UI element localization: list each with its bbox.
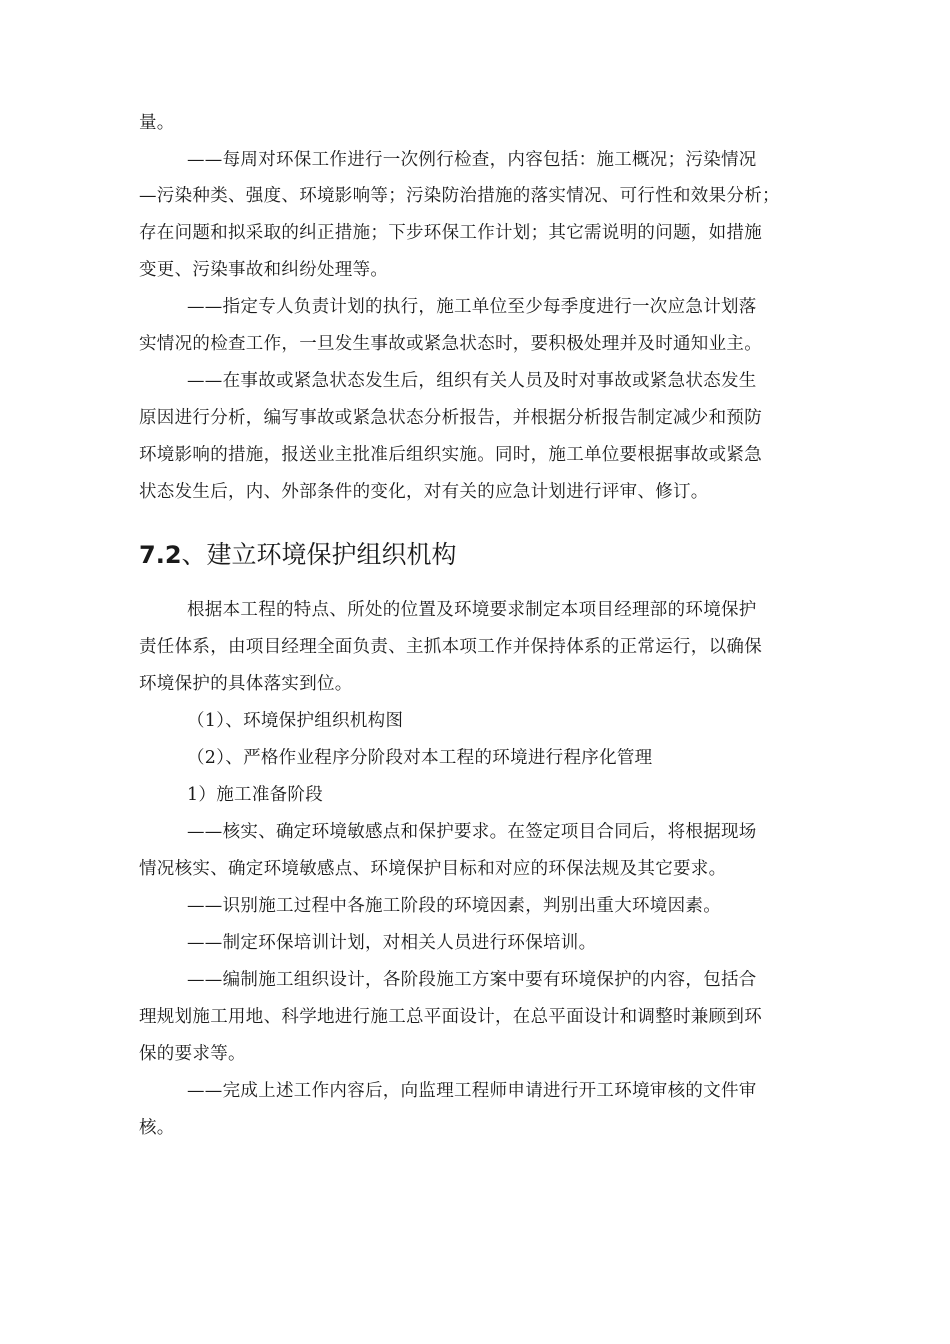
paragraph-line: 理规划施工用地、科学地进行施工总平面设计，在总平面设计和调整时兼顾到环 (139, 1007, 762, 1027)
section-title: 、建立环境保护组织机构 (181, 540, 457, 569)
paragraph-line: ——核实、确定环境敏感点和保护要求。在签定项目合同后，将根据现场 (187, 822, 757, 842)
paragraph-line: ——完成上述工作内容后，向监理工程师申请进行开工环境审核的文件审 (187, 1081, 757, 1101)
list-item-heading: （2）、严格作业程序分阶段对本工程的环境进行程序化管理 (187, 748, 653, 768)
sub-item-heading: 1）施工准备阶段 (187, 785, 324, 805)
paragraph-line: ——识别施工过程中各施工阶段的环境因素，判别出重大环境因素。 (187, 896, 721, 916)
paragraph-line: ——在事故或紧急状态发生后，组织有关人员及时对事故或紧急状态发生 (187, 371, 757, 391)
paragraph-line: —污染种类、强度、环境影响等；污染防治措施的落实情况、可行性和效果分析； (139, 186, 780, 206)
paragraph-line: ——制定环保培训计划，对相关人员进行环保培训。 (187, 933, 597, 953)
paragraph-line: 状态发生后，内、外部条件的变化，对有关的应急计划进行评审、修订。 (139, 482, 709, 502)
paragraph-line: ——编制施工组织设计，各阶段施工方案中要有环境保护的内容，包括合 (187, 970, 757, 990)
paragraph-line: 环境保护的具体落实到位。 (139, 674, 353, 694)
paragraph-line: 保的要求等。 (139, 1044, 246, 1064)
paragraph-line: 环境影响的措施，报送业主批准后组织实施。同时，施工单位要根据事故或紧急 (139, 445, 762, 465)
paragraph-line: 情况核实、确定环境敏感点、环境保护目标和对应的环保法规及其它要求。 (139, 859, 727, 879)
paragraph-line: 量。 (139, 113, 175, 133)
paragraph-line: 实情况的检查工作，一旦发生事故或紧急状态时，要积极处理并及时通知业主。 (139, 334, 762, 354)
paragraph-line: ——每周对环保工作进行一次例行检查，内容包括：施工概况；污染情况 (187, 150, 757, 170)
paragraph-line: ——指定专人负责计划的执行，施工单位至少每季度进行一次应急计划落 (187, 297, 757, 317)
paragraph-line: 存在问题和拟采取的纠正措施；下步环保工作计划；其它需说明的问题，如措施 (139, 223, 762, 243)
paragraph-line: 原因进行分析，编写事故或紧急状态分析报告，并根据分析报告制定减少和预防 (139, 408, 762, 428)
section-heading (139, 537, 457, 573)
paragraph-line: 责任体系，由项目经理全面负责、主抓本项工作并保持体系的正常运行，以确保 (139, 637, 762, 657)
list-item-heading: （1）、环境保护组织机构图 (187, 711, 404, 731)
paragraph-line: 核。 (139, 1118, 175, 1138)
paragraph-line: 变更、污染事故和纠纷处理等。 (139, 260, 389, 280)
section-number: 7.2 (139, 541, 182, 569)
paragraph-line: 根据本工程的特点、所处的位置及环境要求制定本项目经理部的环境保护 (187, 600, 757, 620)
